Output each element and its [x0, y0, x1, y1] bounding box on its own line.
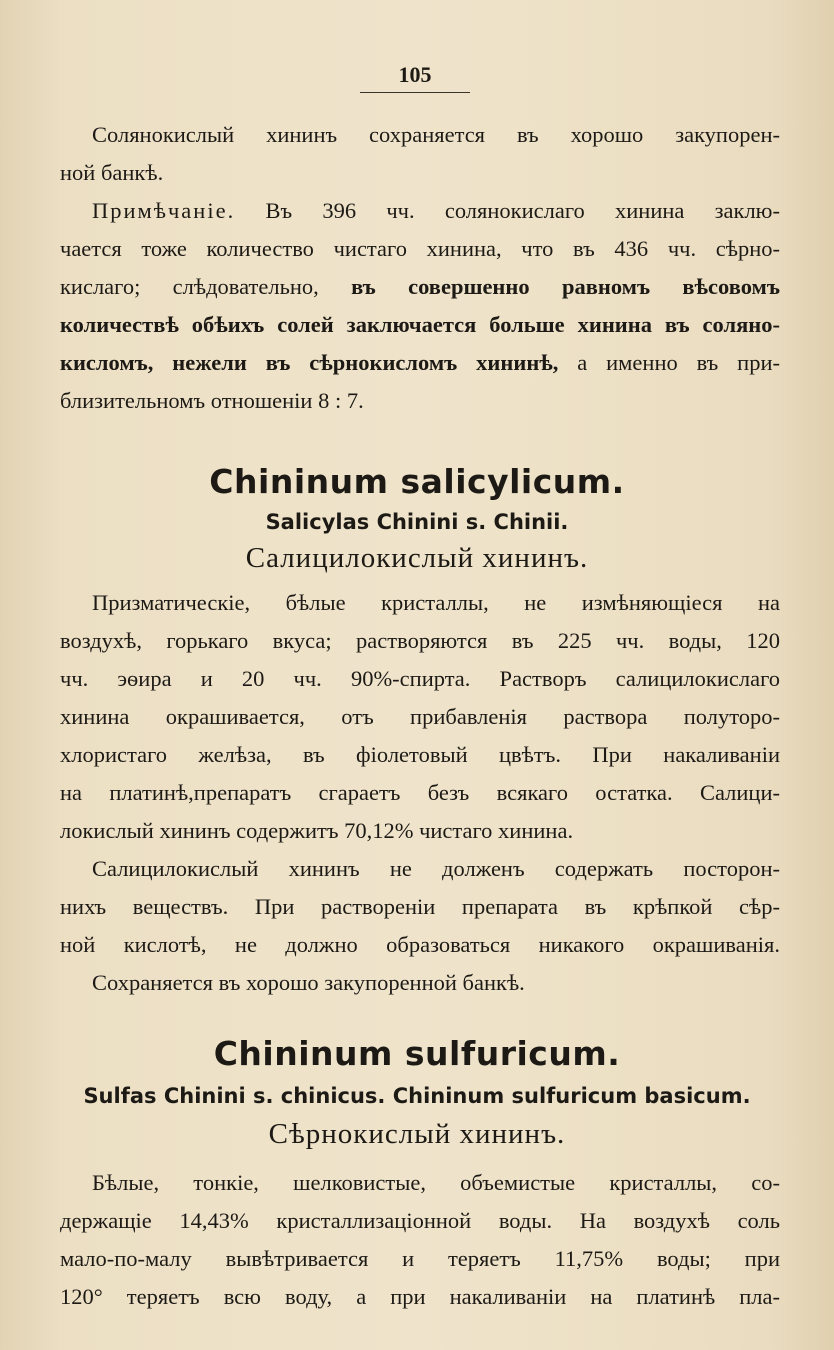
note-line: близительномъ отношеніи 8 : 7.	[60, 388, 364, 413]
note-text: а именно въ при-	[577, 350, 780, 375]
page-number-rule	[360, 92, 470, 93]
note-emphasis: кисломъ, нежели въ сѣрнокисломъ хининѣ,	[60, 350, 559, 375]
body-line: нихъ веществъ. При растворенiи препарата въ крѣпкой сѣр-	[60, 894, 780, 919]
body-line: Сохраняется въ хорошо закупоренной банкѣ.	[92, 970, 525, 995]
note-emphasis: въ совершенно равномъ вѣсовомъ	[351, 274, 780, 299]
section-russian-name: Салицилокислый хининъ.	[245, 542, 589, 574]
body-line: на платинѣ,препаратъ сгараетъ безъ всякаго остатка. Салици-	[60, 780, 780, 805]
note-text: Въ 396 чч. солянокислаго хинина заклю-	[265, 198, 780, 223]
body-line: ной кислотѣ, не должно образоваться никакого окрашиванія.	[60, 932, 780, 957]
body-line: 120° теряетъ всю воду, а при накаливаніи на платинѣ пла-	[60, 1284, 780, 1309]
section-title: Chininum sulfuricum.	[213, 1034, 621, 1073]
body-line: Салицилокислый хининъ не долженъ содержать посторон-	[92, 856, 780, 881]
section-synonym: Salicylas Chinini s. Chinii.	[265, 510, 569, 534]
body-line: локислый хининъ содержитъ 70,12% чистаго хинина.	[60, 818, 574, 843]
body-line: чч. эѳира и 20 чч. 90%-спирта. Растворъ салицилокислаго	[60, 666, 780, 691]
section-russian-name: Сѣрнокислый хининъ.	[268, 1118, 566, 1150]
body-line: воздухѣ, горькаго вкуса; растворяются въ 225 чч. воды, 120	[60, 628, 780, 653]
body-line: мало-по-малу вывѣтривается и теряетъ 11,75% воды; при	[60, 1246, 780, 1271]
section-title: Chininum salicylicum.	[209, 462, 625, 501]
body-line: Бѣлые, тонкіе, шелковистые, объемистые кристаллы, со-	[92, 1170, 780, 1195]
text-line: Солянокислый хининъ сохраняется въ хорошо закупорен-	[92, 122, 780, 147]
text-line: ной банкѣ.	[60, 160, 164, 185]
body-line: хинина окрашивается, отъ прибавленія раствора полуторо-	[60, 704, 780, 729]
section-synonym: Sulfas Chinini s. chinicus. Chininum sulfuricum basicum.	[83, 1084, 751, 1108]
body-line: хлористаго желѣза, въ фіолетовый цвѣтъ. При накаливаніи	[60, 742, 780, 767]
page-number: 105	[398, 62, 432, 87]
body-line: Призматическіе, бѣлые кристаллы, не измѣняющіеся на	[92, 590, 780, 615]
note-line	[60, 348, 780, 378]
note-text: кислаго; слѣдовательно,	[60, 274, 319, 299]
note-line	[92, 196, 780, 226]
body-line: держащіе 14,43% кристаллизаціонной воды. На воздухѣ соль	[60, 1208, 780, 1233]
note-emphasis-line: количествѣ обѣихъ солей заключается больше хинина въ соляно-	[60, 312, 780, 337]
note-label: Примѣчаніе.	[92, 198, 236, 223]
note-line: чается тоже количество чистаго хинина, что въ 436 чч. сѣрно-	[60, 236, 780, 261]
note-line	[60, 272, 780, 302]
